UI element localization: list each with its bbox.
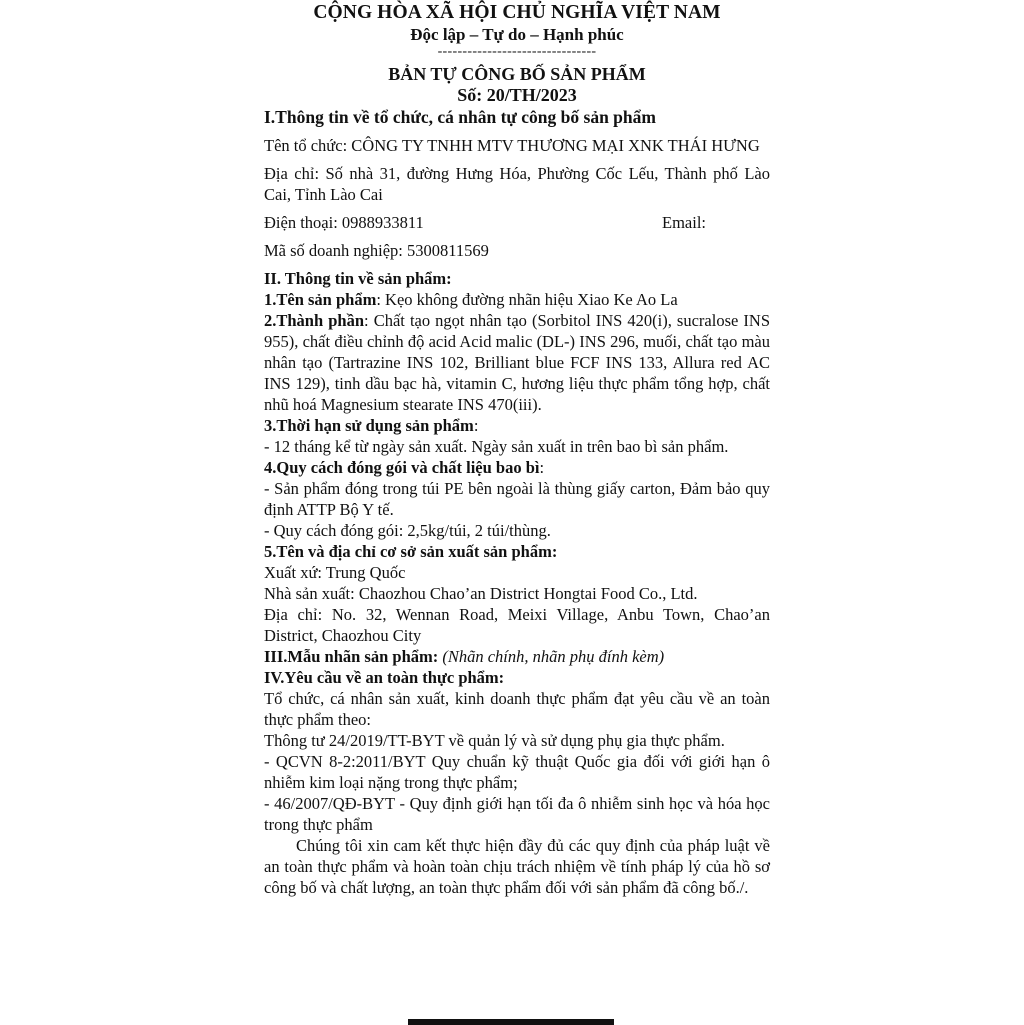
national-title: CỘNG HÒA XÃ HỘI CHỦ NGHĨA VIỆT NAM: [313, 2, 721, 23]
phone-number: Điện thoại: 0988933811: [264, 213, 424, 232]
section3-heading: III.Mẫu nhãn sản phẩm:: [264, 647, 439, 666]
national-motto: Độc lập – Tự do – Hạnh phúc: [410, 25, 624, 44]
header-divider: --------------------------------: [437, 44, 597, 59]
shelf-life-colon: :: [473, 416, 479, 435]
manufacturer-name: Nhà sản xuất: Chaozhou Chao’an District Hongtai Food Co., Ltd.: [264, 584, 698, 603]
organization-name: Tên tổ chức: CÔNG TY TNHH MTV THƯƠNG MẠI XNK THÁI HƯNG: [264, 136, 760, 155]
shelf-life-value: - 12 tháng kể từ ngày sản xuất. Ngày sản xuất in trên bao bì sản phẩm.: [264, 437, 729, 456]
product-name: [264, 289, 770, 310]
manufacturer-heading: 5.Tên và địa chỉ cơ sở sản xuất sản phẩm:: [264, 542, 558, 561]
section1-heading: I.Thông tin về tổ chức, cá nhân tự công bố sản phẩm: [264, 107, 656, 127]
packing-material: - Sản phẩm đóng trong túi PE bên ngoài là thùng giấy carton, Đảm bảo quy định ATTP Bộ Y tế.: [264, 479, 770, 519]
email-label: Email:: [662, 213, 706, 232]
regulation-qcvn: - QCVN 8-2:2011/BYT Quy chuẩn kỹ thuật Quốc gia đối với giới hạn ô nhiễm kim loại nặng trong thực phẩm;: [264, 752, 770, 792]
product-name-value: : Kẹo không đường nhãn hiệu Xiao Ke Ao La: [376, 290, 678, 309]
origin: Xuất xứ: Trung Quốc: [264, 563, 406, 582]
packing-heading: [264, 457, 770, 478]
section2-heading: II. Thông tin về sản phẩm:: [264, 269, 452, 288]
packing-spec: - Quy cách đóng gói: 2,5kg/túi, 2 túi/thùng.: [264, 521, 551, 540]
section4-heading: IV.Yêu cầu về an toàn thực phẩm:: [264, 668, 505, 687]
shelf-life-label: 3.Thời hạn sử dụng sản phẩm: [264, 416, 474, 435]
safety-intro: Tổ chức, cá nhân sản xuất, kinh doanh thực phẩm đạt yêu cầu về an toàn thực phẩm theo:: [264, 689, 770, 729]
ingredients-value: : Chất tạo ngọt nhân tạo (Sorbitol INS 420(i), sucralose INS 955), chất điều chỉnh độ acid Acid malic (DL-) INS 296, muối, chất tạo màu nhân tạo (Tartrazine INS 102, Brilliant blue FCF INS 133, Allura red AC INS 129), tinh dầu bạc hà, vitamin C, hương liệu thực phẩm tổng hợp, chất nhũ hoá Magnesium stearate INS 470(iii).: [264, 311, 770, 414]
packing-label: 4.Quy cách đóng gói và chất liệu bao bì: [264, 458, 540, 477]
section3-line: [264, 646, 770, 667]
document-number: Số: 20/TH/2023: [457, 85, 577, 105]
section3-note: (Nhãn chính, nhãn phụ đính kèm): [438, 647, 665, 666]
document-page: [264, 0, 770, 898]
organization-address: Địa chỉ: Số nhà 31, đường Hưng Hóa, Phường Cốc Lếu, Thành phố Lào Cai, Tỉnh Lào Cai: [264, 164, 770, 204]
document-title: BẢN TỰ CÔNG BỐ SẢN PHẨM: [388, 64, 646, 84]
shelf-life-heading: [264, 415, 770, 436]
commitment-paragraph: Chúng tôi xin cam kết thực hiện đầy đủ các quy định của pháp luật về an toàn thực phẩm và hoàn toàn chịu trách nhiệm về tính pháp lý của hồ sơ công bố và chất lượng, an toàn thực phẩm đối với sản phẩm đã công bố./.: [264, 836, 770, 897]
tax-code: Mã số doanh nghiệp: 5300811569: [264, 241, 489, 260]
ingredients: [264, 310, 770, 415]
manufacturer-address: Địa chỉ: No. 32, Wennan Road, Meixi Village, Anbu Town, Chao’an District, Chaozhou City: [264, 605, 770, 645]
ingredients-label: 2.Thành phần: [264, 311, 365, 330]
packing-colon: :: [539, 458, 545, 477]
regulation-decision: - 46/2007/QĐ-BYT - Quy định giới hạn tối đa ô nhiễm sinh học và hóa học trong thực phẩm: [264, 794, 770, 834]
product-name-label: 1.Tên sản phẩm: [264, 290, 377, 309]
redaction-bar: [408, 1019, 614, 1025]
regulation-circular: Thông tư 24/2019/TT-BYT về quản lý và sử dụng phụ gia thực phẩm.: [264, 731, 725, 750]
contact-row: [264, 212, 770, 233]
